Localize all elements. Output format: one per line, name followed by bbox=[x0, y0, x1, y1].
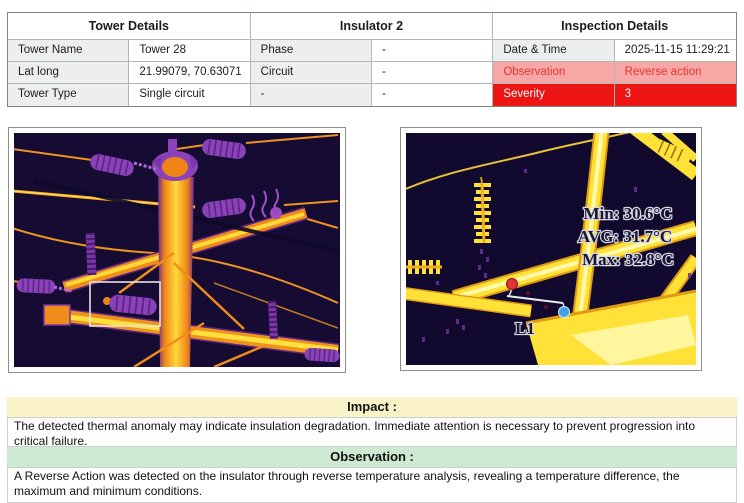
marker-end bbox=[559, 307, 570, 318]
circuit-value: - bbox=[372, 62, 493, 84]
tower-name-value: Tower 28 bbox=[129, 40, 250, 62]
date-time-label: Date & Time bbox=[493, 40, 614, 62]
temperature-readings bbox=[578, 204, 674, 269]
lat-long-value: 21.99079, 70.63071 bbox=[129, 62, 250, 84]
marker-start bbox=[507, 279, 518, 290]
thermal-overview-graphic bbox=[14, 133, 340, 367]
avg-temp-label: AVG: 31.7°C bbox=[577, 227, 673, 246]
tower-type-label: Tower Type bbox=[8, 84, 129, 106]
details-table bbox=[7, 12, 737, 107]
min-temp-label: Min: 30.6°C bbox=[583, 204, 673, 223]
severity-label: Severity bbox=[493, 84, 614, 106]
severity-value: 3 bbox=[615, 84, 736, 106]
tower-details-header: Tower Details bbox=[8, 13, 251, 40]
insulator-dash-value: - bbox=[372, 84, 493, 106]
phase-label: Phase bbox=[251, 40, 372, 62]
observation-label: Observation bbox=[493, 62, 614, 84]
insulator-dash-label: - bbox=[251, 84, 372, 106]
thermal-image-overview bbox=[8, 127, 346, 373]
tower-name-label: Tower Name bbox=[8, 40, 129, 62]
thermal-image-zoom bbox=[400, 127, 702, 371]
impact-section-body: The detected thermal anomaly may indicate insulation degradation. Immediate attention is necessary to prevent progression into critical failure. bbox=[7, 417, 737, 447]
phase-value: - bbox=[372, 40, 493, 62]
thermal-zoom-graphic bbox=[406, 133, 696, 365]
observation-value: Reverse action bbox=[615, 62, 736, 84]
lat-long-label: Lat long bbox=[8, 62, 129, 84]
date-time-value: 2025-11-15 11:29:21 bbox=[615, 40, 736, 62]
max-temp-label: Max: 32.8°C bbox=[582, 250, 674, 269]
tower-type-value: Single circuit bbox=[129, 84, 250, 106]
insulator-header: Insulator 2 bbox=[251, 13, 494, 40]
observation-section-header: Observation : bbox=[7, 447, 737, 467]
inspection-details-header: Inspection Details bbox=[493, 13, 736, 40]
circuit-label: Circuit bbox=[251, 62, 372, 84]
impact-section-header: Impact : bbox=[7, 397, 737, 417]
observation-section-body: A Reverse Action was detected on the insulator through reverse temperature analysis, revealing a temperature difference, the maximum and minimum conditions. bbox=[7, 467, 737, 503]
line-l1-label: L1 bbox=[515, 319, 535, 338]
